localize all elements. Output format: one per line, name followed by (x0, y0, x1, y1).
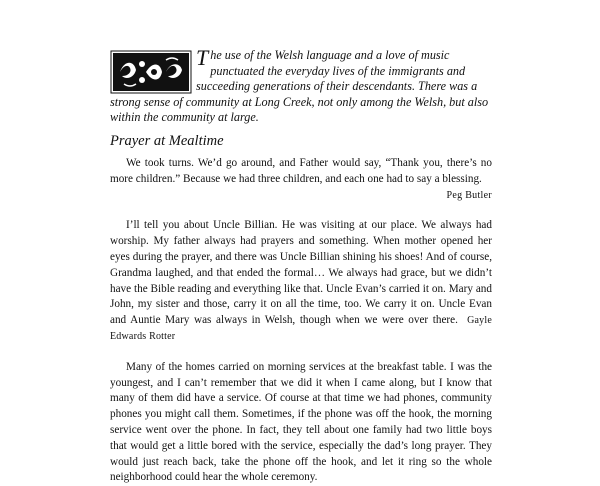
section-heading: Prayer at Mealtime (110, 133, 224, 149)
paragraph-2 (110, 218, 492, 344)
paragraph-3: Many of the homes carried on morning services at the breakfast table. I was the youngest, and I can’t remember that we did it when I came along, but I know that many of them did have a service. Of course at that time we had phones, community phones you might call them. Sometimes, if the phone was off the hook, the morning service went over the phone. In fact, they tell about one family had two little boys that would get a little bored with the service, especially the dad’s long prayer. They would just reach back, take the phone off the hook, and let it ring so the whole neighborhood could hear the whole ceremony. (110, 360, 492, 484)
paragraph-gap (110, 345, 492, 360)
paragraph-2-text: I’ll tell you about Uncle Billian. He was visiting at our place. We always had worship. My father always had prayers and something. When mother opened her eyes during the prayer, and there was Uncle Billian shining his shoes! And of course, Grandma laughed, and that ended the formal… We always had grace, but we didn’t have the Bible reading and everything like that. Uncle Evan’s carried it on. Mary and John, my sister and those, carry it on all the time, too. We carry it on. Uncle Evan and Auntie Mary was always in Welsh, though when we were over there. (110, 219, 492, 327)
body-text (110, 156, 492, 486)
floral-ornament-icon (110, 50, 192, 94)
intro-block (110, 45, 490, 126)
intro-dropcap: T (196, 45, 209, 70)
paragraph-1: We took turns. We’d go around, and Father would say, “Thank you, there’s no more children.” Because we had three children, and each one had to say a blessing. (110, 157, 492, 185)
attribution-peg-butler: Peg Butler (446, 189, 492, 201)
attribution-gayle-edwards-rotter: Gayle Edwards Rotter (110, 315, 492, 342)
intro-text: he use of the Welsh language and a love of music punctuated the everyday lives of the immigrants and succeeding generations of their descendants. There was a strong sense of community at Long Creek, not only among the Welsh, but also within the community at large. (110, 48, 489, 124)
